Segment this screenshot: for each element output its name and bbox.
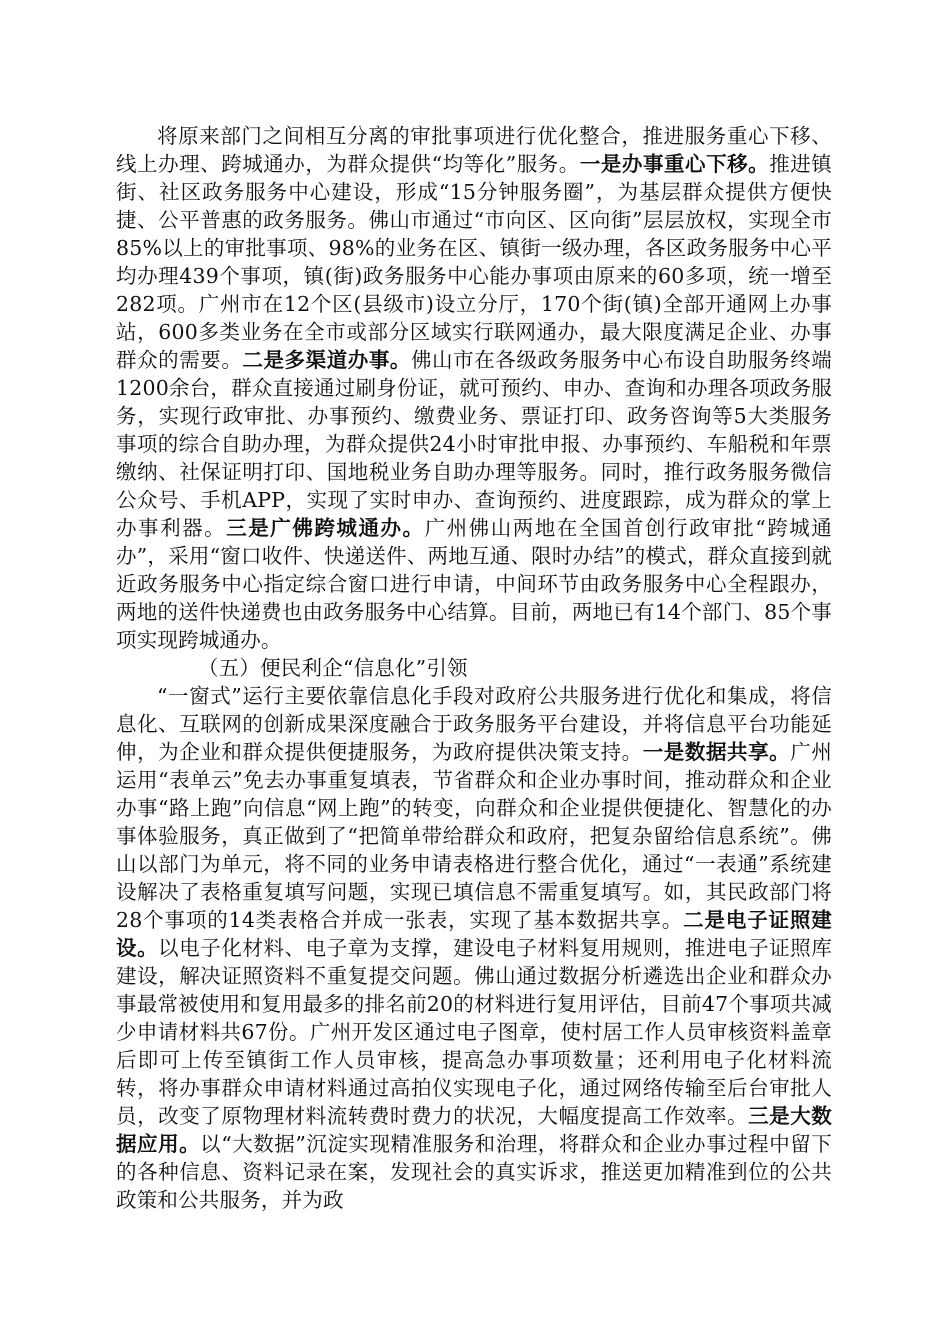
- text-segment: 推进镇街、社区政务服务中心建设，形成“15分钟服务圈”，为基层群众提供方便快捷、公平普惠的政务服务。佛山市通过“市向区、区向街”层层放权，实现全市85%以上的审批事项、98%的业务在区、镇街一级办理，各区政务服务中心平均办理439个事项，镇(街)政务服务中心能办事项由原来的60多项，统一增至282项。广州市在12个区(县级市)设立分厅，170个街(镇)全部开通网上办事站，600多类业务在全市或部分区域实行联网通办，最大限度满足企业、办事群众的需要。: [116, 152, 832, 372]
- document-body: [116, 122, 832, 1214]
- text-segment: 将原来部门之间相互分离的审批事项进行优化整合，推进服务重心下移、线上办理、跨城通办，为群众提供“均等化”服务。: [116, 124, 832, 176]
- paragraph-informatization: [116, 682, 832, 1214]
- bold-point-big-data: 三是大数据应用。: [116, 1104, 832, 1156]
- paragraph-service-decentralization: [116, 122, 832, 654]
- bold-point-two: 二是多渠道办事。: [242, 348, 411, 372]
- text-segment: 以“大数据”沉淀实现精准服务和治理，将群众和企业办事过程中留下的各种信息、资料记录在案，发现社会的真实诉求，推送更加精准到位的公共政策和公共服务，并为政: [116, 1132, 832, 1212]
- bold-point-data-sharing: 一是数据共享。: [642, 740, 791, 764]
- bold-point-one: 一是办事重心下移。: [579, 152, 770, 176]
- text-segment: “一窗式”运行主要依靠信息化手段对政府公共服务进行优化和集成，将信息化、互联网的创新成果深度融合于政务服务平台建设，并将信息平台功能延伸，为企业和群众提供便捷服务，为政府提供决策支持。: [116, 684, 832, 764]
- bold-point-three: 三是广佛跨城通办。: [226, 516, 425, 540]
- bold-point-e-license: 二是电子证照建设。: [116, 908, 832, 960]
- text-segment: 广州佛山两地在全国首创行政审批“跨城通办”，采用“窗口收件、快递送件、两地互通、限时办结”的模式，群众直接到就近政务服务中心指定综合窗口进行申请，中间环节由政务服务中心全程跟办，两地的送件快递费也由政务服务中心结算。目前，两地已有14个部门、85个事项实现跨城通办。: [116, 516, 833, 652]
- text-segment: 广州运用“表单云”免去办事重复填表，节省群众和企业办事时间，推动群众和企业办事“路上跑”向信息“网上跑”的转变，向群众和企业提供便捷化、智慧化的办事体验服务，真正做到了“把简单带给群众和政府，把复杂留给信息系统”。佛山以部门为单元，将不同的业务申请表格进行整合优化，通过“一表通”系统建设解决了表格重复填写问题，实现已填信息不需重复填写。如，其民政部门将28个事项的14类表格合并成一张表，实现了基本数据共享。: [116, 740, 833, 932]
- section-heading: （五）便民利企“信息化”引领: [198, 656, 468, 680]
- text-segment: 以电子化材料、电子章为支撑，建设电子材料复用规则，推进电子证照库建设，解决证照资料不重复提交问题。佛山通过数据分析遴选出企业和群众办事最常被使用和复用最多的排名前20的材料进行复用评估，目前47个事项共减少申请材料共67份。广州开发区通过电子图章，使村居工作人员审核资料盖章后即可上传至镇街工作人员审核，提高急办事项数量；还利用电子化材料流转，将办事群众申请材料通过高拍仪实现电子化，通过网络传输至后台审批人员，改变了原物理材料流转费时费力的状况，大幅度提高工作效率。: [116, 936, 832, 1128]
- text-segment: 佛山市在各级政务服务中心布设自助服务终端1200余台，群众直接通过刷身份证，就可预约、申办、查询和办理各项政务服务，实现行政审批、办事预约、缴费业务、票证打印、政务咨询等5大类服务事项的综合自助办理，为群众提供24小时审批申报、办事预约、车船税和年票缴纳、社保证明打印、国地税业务自助办理等服务。同时，推行政务服务微信公众号、手机APP，实现了实时申办、查询预约、进度跟踪，成为群众的掌上办事利器。: [116, 348, 833, 540]
